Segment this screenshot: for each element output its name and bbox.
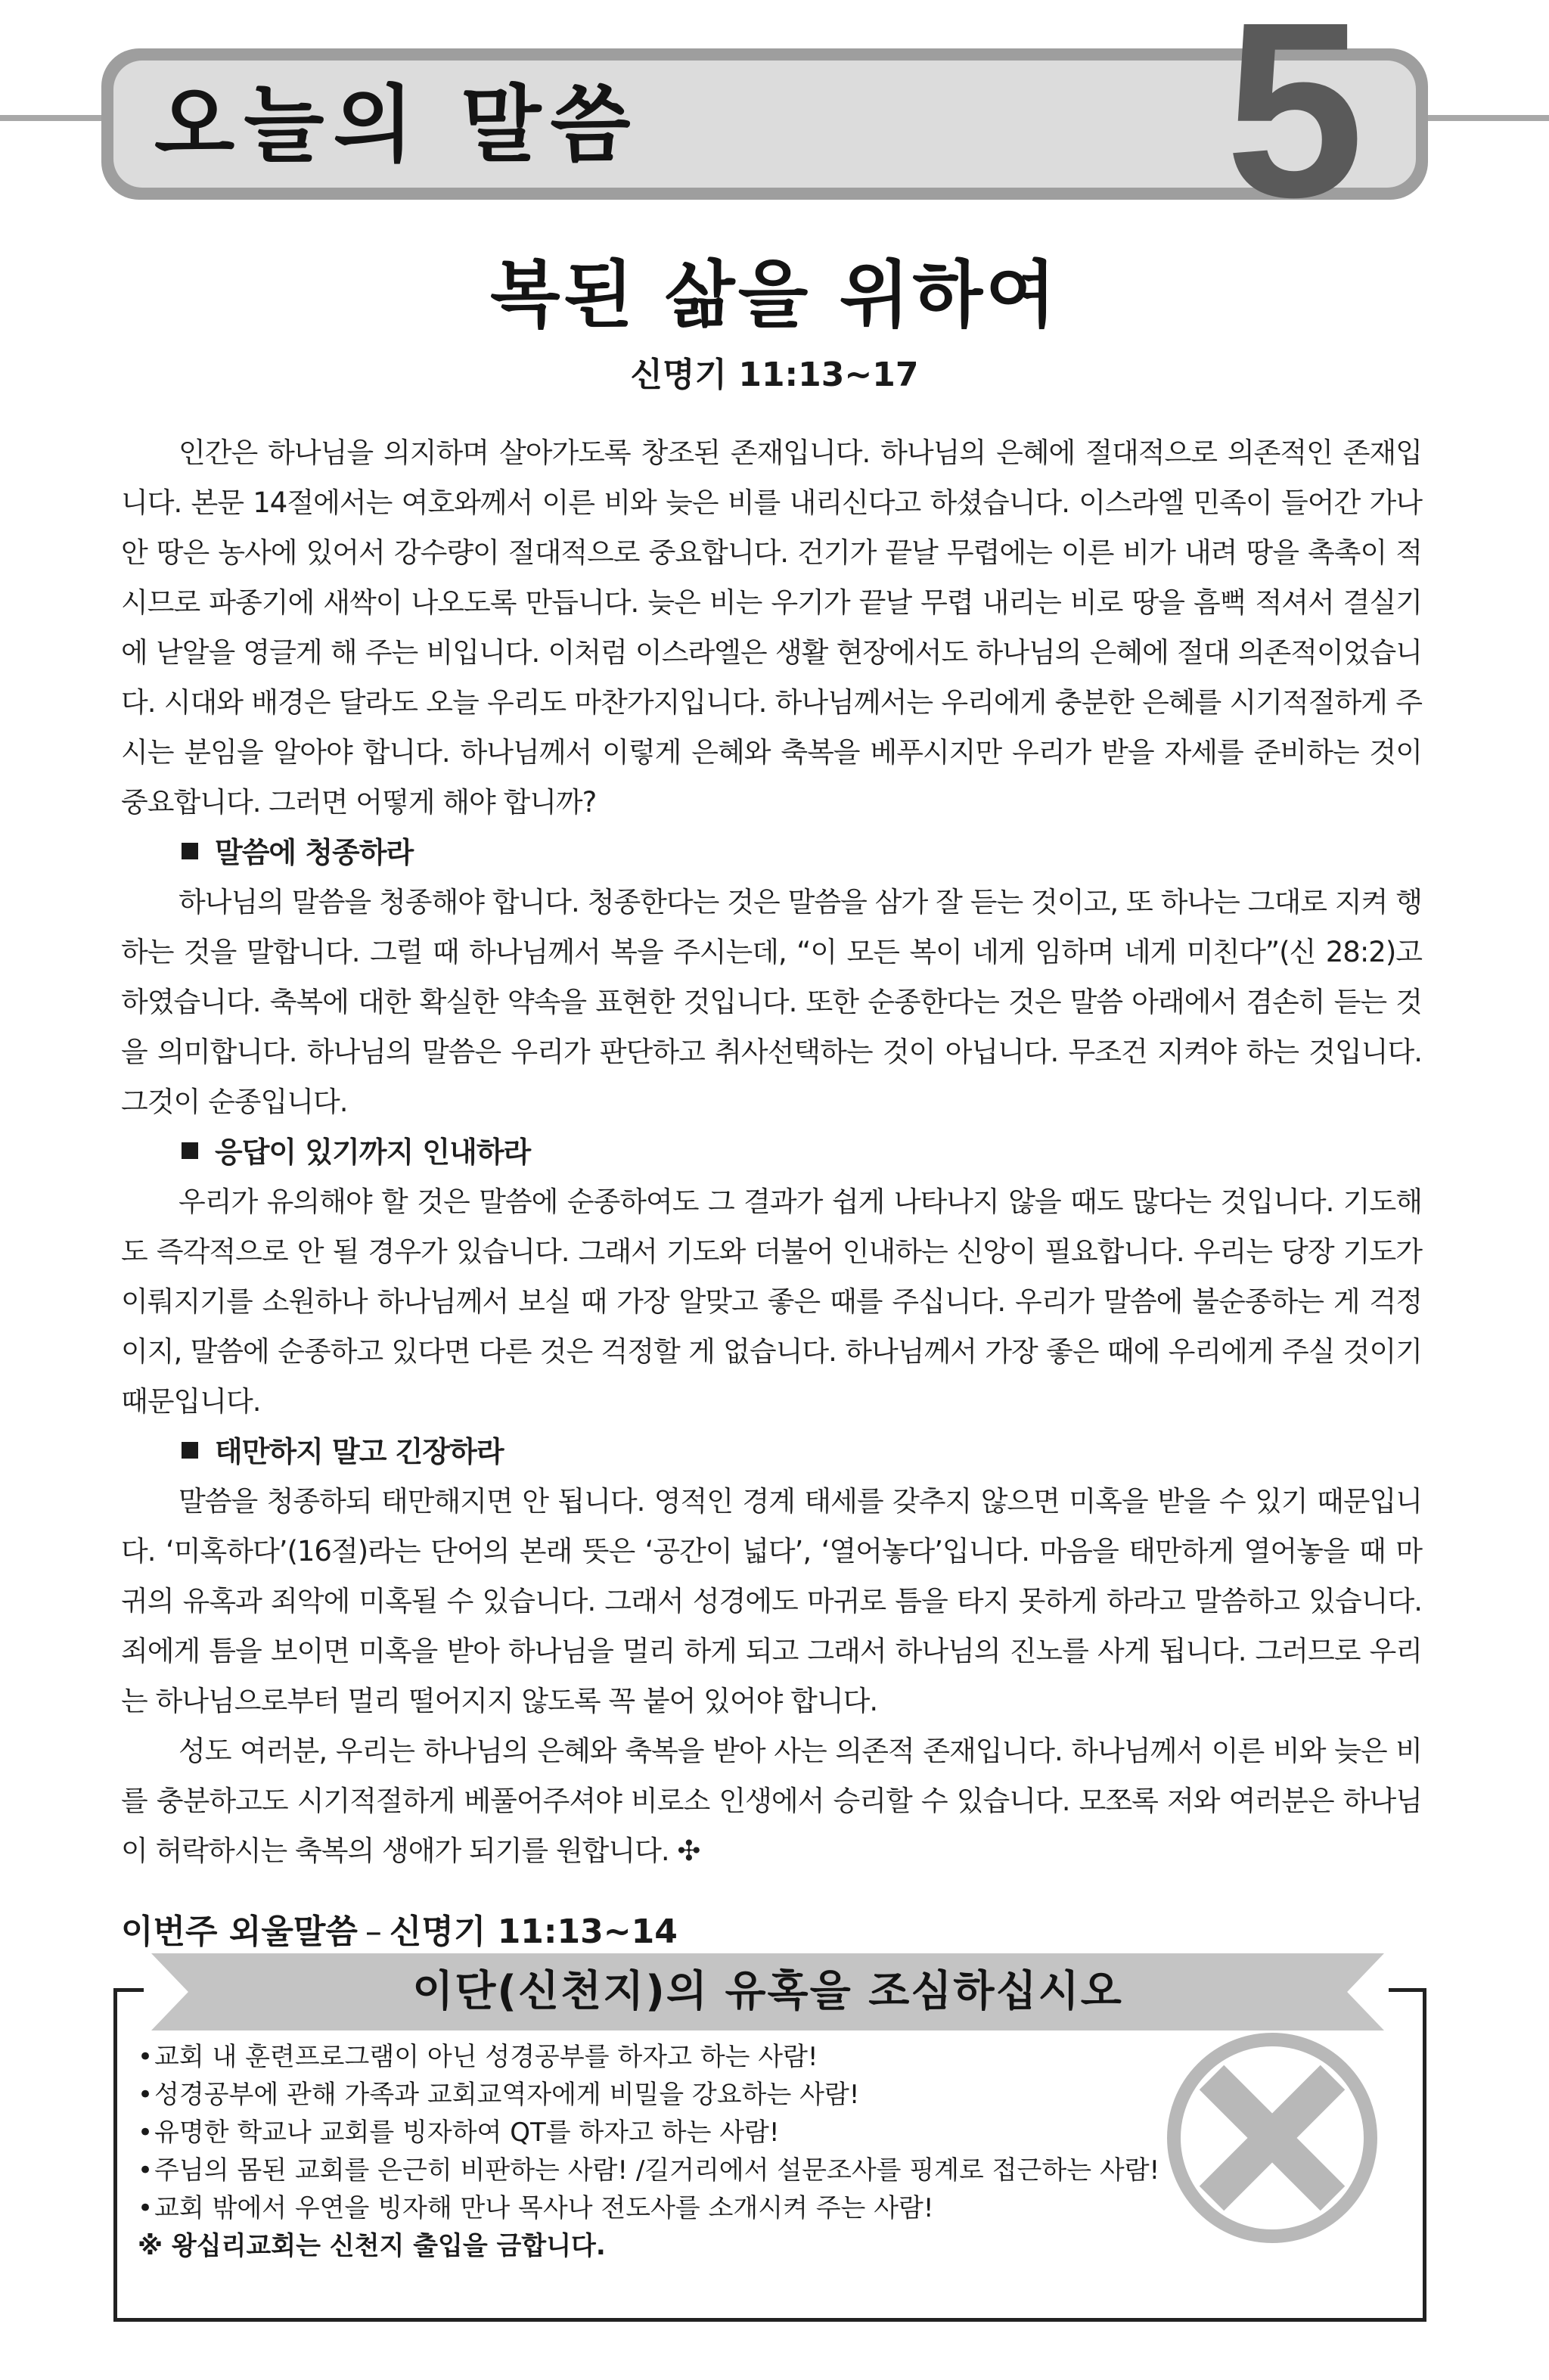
section-paragraph: 하나님의 말씀을 청종해야 합니다. 청종한다는 것은 말씀을 삼가 잘 듣는 것이고, 또 하나는 그대로 지켜 행하는 것을 말합니다. 그럴 때 하나님께서 복을 주시는데, “이 모든 복이 네게 임하며 네게 미친다”(신 28:2)고 하였습니다. 축복에 대한 확실한 약속을 표현한 것입니다. 또한 순종한다는 것은 말씀 아래에서 겸손히 듣는 것을 의미합니다. 하나님의 말씀은 우리가 판단하고 취사선택하는 것이 아닙니다. 무조건 지켜야 하는 것입니다. 그것이 순종입니다.	[121, 886, 1422, 1118]
section-heading	[121, 828, 1422, 878]
square-bullet-icon	[182, 1142, 198, 1159]
section-heading	[121, 1127, 1422, 1177]
section-heading-text: 말씀에 청종하라	[215, 836, 414, 869]
section-heading	[121, 1427, 1422, 1477]
list-item: •성경공부에 관해 가족과 교회교역자에게 비밀을 강요하는 사람!	[138, 2076, 1393, 2114]
bullet-icon: •	[138, 2117, 154, 2148]
list-item: •교회 내 훈련프로그램이 아닌 성경공부를 하자고 하는 사람!	[138, 2038, 1393, 2076]
bullet-icon: •	[138, 2193, 154, 2223]
warning-box-corner	[1389, 1988, 1423, 1992]
memory-verse-reference: 신명기 11:13~14	[389, 1912, 678, 1951]
conclusion-paragraph: 성도 여러분, 우리는 하나님의 은혜와 축복을 받아 사는 의존적 존재입니다. 하나님께서 이른 비와 늦은 비를 충분하고도 시기적절하게 베풀어주셔야 비로소 인생에서 승리할 수 있습니다. 모쪼록 저와 여러분은 하나님이 허락하시는 축복의 생애가 되기를 원합니다. ✣	[121, 1735, 1422, 1867]
header-title: 오늘의 말씀	[154, 76, 640, 173]
bullet-icon: •	[138, 2155, 154, 2186]
section-heading-text: 응답이 있기까지 인내하라	[215, 1136, 531, 1169]
list-item: •교회 밖에서 우연을 빙자해 만나 목사나 전도사를 소개시켜 주는 사람!	[138, 2189, 1393, 2227]
memory-verse-dash: –	[365, 1912, 382, 1951]
bullet-icon: •	[138, 2080, 154, 2110]
bullet-icon: •	[138, 2042, 154, 2072]
list-item: •주님의 몸된 교회를 은근히 비판하는 사람! /길거리에서 설문조사를 핑계로 접근하는 사람!	[138, 2152, 1393, 2189]
warning-box-corner	[113, 1988, 144, 1992]
section-paragraph: 말씀을 청종하되 태만해지면 안 됩니다. 영적인 경계 태세를 갖추지 않으면 미혹을 받을 수 있기 때문입니다. ‘미혹하다’(16절)라는 단어의 본래 뜻은 ‘공간이 넓다’, ‘열어놓다’입니다. 마음을 태만하게 열어놓을 때 마귀의 유혹과 죄악에 미혹될 수 있습니다. 그래서 성경에도 마귀로 틈을 타지 못하게 하라고 말씀하고 있습니다. 죄에게 틈을 보이면 미혹을 받아 하나님을 멀리 하게 되고 그래서 하나님의 진노를 사게 됩니다. 그러므로 우리는 하나님으로부터 멀리 떨어지지 않도록 꼭 붙어 있어야 합니다.	[121, 1485, 1422, 1717]
list-item: •유명한 학교나 교회를 빙자하여 QT를 하자고 하는 사람!	[138, 2114, 1393, 2152]
scripture-reference: 신명기 11:13~17	[630, 356, 919, 394]
square-bullet-icon	[182, 1442, 198, 1459]
warning-title: 이단(신천지)의 유혹을 조심하십시오	[412, 1967, 1123, 2016]
sermon-body	[121, 428, 1422, 1876]
warning-box-tick	[113, 1988, 117, 2011]
square-bullet-icon	[182, 843, 198, 859]
intro-paragraph: 인간은 하나님을 의지하며 살아가도록 창조된 존재입니다. 하나님의 은혜에 절대적으로 의존적인 존재입니다. 본문 14절에서는 여호와께서 이른 비와 늦은 비를 내리신다고 하셨습니다. 이스라엘 민족이 들어간 가나안 땅은 농사에 있어서 강수량이 절대적으로 중요합니다. 건기가 끝날 무렵에는 이른 비가 내려 땅을 촉촉이 적시므로 파종기에 새싹이 나오도록 만듭니다. 늦은 비는 우기가 끝날 무렵 내리는 비로 땅을 흠뻑 적셔서 결실기에 낟알을 영글게 해 주는 비입니다. 이처럼 이스라엘은 생활 현장에서도 하나님의 은혜에 절대 의존적이었습니다. 시대와 배경은 달라도 오늘 우리도 마찬가지입니다. 하나님께서는 우리에게 충분한 은혜를 시기적절하게 주시는 분임을 알아야 합니다. 하나님께서 이렇게 은혜와 축복을 베푸시지만 우리가 받을 자세를 준비하는 것이 중요합니다. 그러면 어떻게 해야 합니까?	[121, 437, 1422, 819]
sermon-title: 복된 삶을 위하여	[490, 253, 1059, 337]
page-number: 5	[1225, 0, 1364, 249]
section-paragraph: 우리가 유의해야 할 것은 말씀에 순종하여도 그 결과가 쉽게 나타나지 않을 때도 많다는 것입니다. 기도해도 즉각적으로 안 될 경우가 있습니다. 그래서 기도와 더불어 인내하는 신앙이 필요합니다. 우리는 당장 기도가 이뤄지기를 소원하나 하나님께서 보실 때 가장 알맞고 좋은 때를 주십니다. 우리가 말씀에 불순종하는 게 걱정이지, 말씀에 순종하고 있다면 다른 것은 걱정할 게 없습니다. 하나님께서 가장 좋은 때에 우리에게 주실 것이기 때문입니다.	[121, 1185, 1422, 1418]
warning-note: ※ 왕십리교회는 신천지 출입을 금합니다.	[138, 2231, 606, 2261]
memory-verse	[121, 1911, 678, 1953]
warning-list	[138, 2038, 1393, 2227]
memory-verse-label: 이번주 외울말씀	[121, 1912, 358, 1951]
section-heading-text: 태만하지 말고 긴장하라	[215, 1435, 504, 1468]
